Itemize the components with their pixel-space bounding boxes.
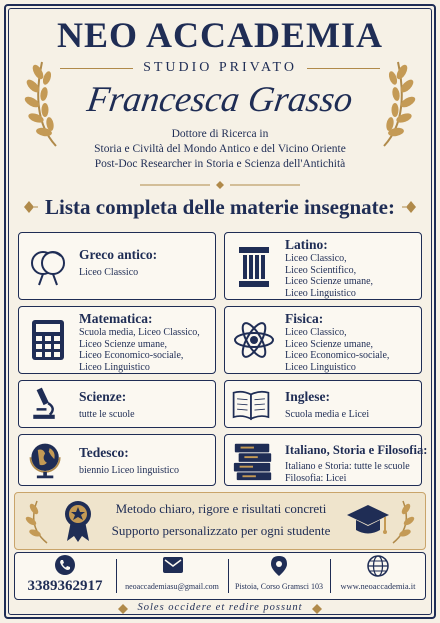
atom-icon bbox=[231, 317, 277, 363]
divider-line bbox=[60, 68, 133, 69]
subject-detail: Liceo Classico bbox=[79, 267, 139, 278]
subject-title: Latino: bbox=[285, 237, 328, 252]
street-address: Pistoia, Corso Gramsci 103 bbox=[235, 582, 323, 591]
credential-line-1: Dottore di Ricerca in bbox=[171, 128, 269, 140]
brand-title: NEO ACCADEMIA bbox=[56, 15, 383, 55]
microscope-icon bbox=[25, 385, 63, 423]
subject-detail: Liceo Classico, bbox=[285, 327, 347, 338]
subject-card-fisica bbox=[224, 306, 422, 374]
location-pin-icon bbox=[269, 555, 289, 577]
open-book-icon bbox=[231, 384, 271, 424]
contact-address[interactable] bbox=[229, 553, 329, 599]
contact-email[interactable] bbox=[117, 553, 227, 599]
column-icon bbox=[231, 243, 277, 289]
subject-title: Greco antico: bbox=[79, 247, 158, 262]
subject-title: Italiano, Storia e Filosofia: bbox=[285, 443, 428, 457]
subject-detail: Liceo Scienze umane, bbox=[285, 338, 374, 350]
subject-card-tedesco bbox=[18, 434, 216, 486]
subject-title: Tedesco: bbox=[79, 445, 129, 460]
web-globe-icon bbox=[367, 555, 389, 577]
subject-detail: Italiano e Storia: tutte le scuole bbox=[285, 461, 410, 472]
subject-detail: Liceo Scientifico, bbox=[285, 264, 357, 276]
email-address: neoaccademiasu@gmail.com bbox=[125, 582, 219, 591]
greek-heads-icon bbox=[25, 243, 71, 289]
subject-detail: biennio Liceo linguistico bbox=[79, 465, 179, 476]
graduation-cap-icon bbox=[345, 501, 391, 539]
subject-title: Matematica: bbox=[79, 311, 153, 326]
subject-detail: Liceo Economico-sociale, bbox=[285, 350, 390, 361]
website-url: www.neoaccademia.it bbox=[340, 581, 416, 591]
teacher-name: Francesca Grasso bbox=[84, 79, 356, 119]
subject-detail: Liceo Linguistico bbox=[285, 361, 356, 373]
contact-bar bbox=[14, 552, 426, 600]
subject-card-matematica bbox=[18, 306, 216, 374]
mail-icon bbox=[162, 556, 184, 574]
subject-card-latino bbox=[224, 232, 422, 300]
laurel-small-right-icon bbox=[387, 499, 417, 545]
subject-detail: Scuola media e Licei bbox=[285, 409, 370, 420]
diamond-ornament-icon bbox=[312, 604, 322, 614]
studio-label: STUDIO PRIVATO bbox=[143, 60, 297, 75]
subject-detail: Liceo Economico-sociale, bbox=[79, 350, 184, 361]
subject-detail: Liceo Scienze umane, bbox=[79, 338, 168, 350]
calculator-icon bbox=[25, 317, 71, 363]
banner-line-1: Metodo chiaro, rigore e risultati concreti bbox=[115, 501, 327, 516]
subject-detail: Scuola media, Liceo Classico, bbox=[79, 327, 200, 338]
phone-number: 3389362917 bbox=[27, 578, 103, 594]
contact-website[interactable] bbox=[331, 553, 425, 599]
contact-phone[interactable] bbox=[15, 553, 115, 599]
subject-card-italiano bbox=[224, 434, 428, 486]
subject-detail: Liceo Classico, bbox=[285, 253, 347, 264]
subject-card-scienze bbox=[18, 380, 216, 428]
credential-line-3: Post-Doc Researcher in Storia e Scienza dell'Antichità bbox=[94, 158, 346, 170]
globe-icon bbox=[25, 439, 67, 481]
subjects-heading: Lista completa delle materie insegnate: bbox=[45, 195, 395, 219]
subject-detail: tutte le scuole bbox=[79, 409, 135, 420]
subject-title: Scienze: bbox=[79, 389, 127, 404]
method-banner bbox=[14, 492, 426, 550]
subject-detail: Liceo Linguistico bbox=[285, 287, 356, 299]
credential-line-2: Storia e Civiltà del Mondo Antico e del Vicino Oriente bbox=[94, 143, 346, 155]
books-stack-icon bbox=[231, 438, 275, 482]
subject-card-inglese bbox=[224, 380, 422, 428]
phone-icon bbox=[55, 555, 75, 575]
subject-card-greco bbox=[18, 232, 216, 300]
motto: Soles occidere et redire possunt bbox=[137, 602, 303, 613]
subject-title: Inglese: bbox=[285, 389, 330, 404]
banner-line-2: Supporto personalizzato per ogni studente bbox=[111, 523, 331, 538]
subject-detail: Filosofia: Licei bbox=[285, 472, 347, 484]
ornament-divider bbox=[140, 180, 300, 190]
divider-line bbox=[307, 68, 380, 69]
subject-detail: Liceo Scienze umane, bbox=[285, 276, 374, 287]
subject-title: Fisica: bbox=[285, 311, 324, 326]
subject-detail: Liceo Linguistico bbox=[79, 361, 150, 373]
